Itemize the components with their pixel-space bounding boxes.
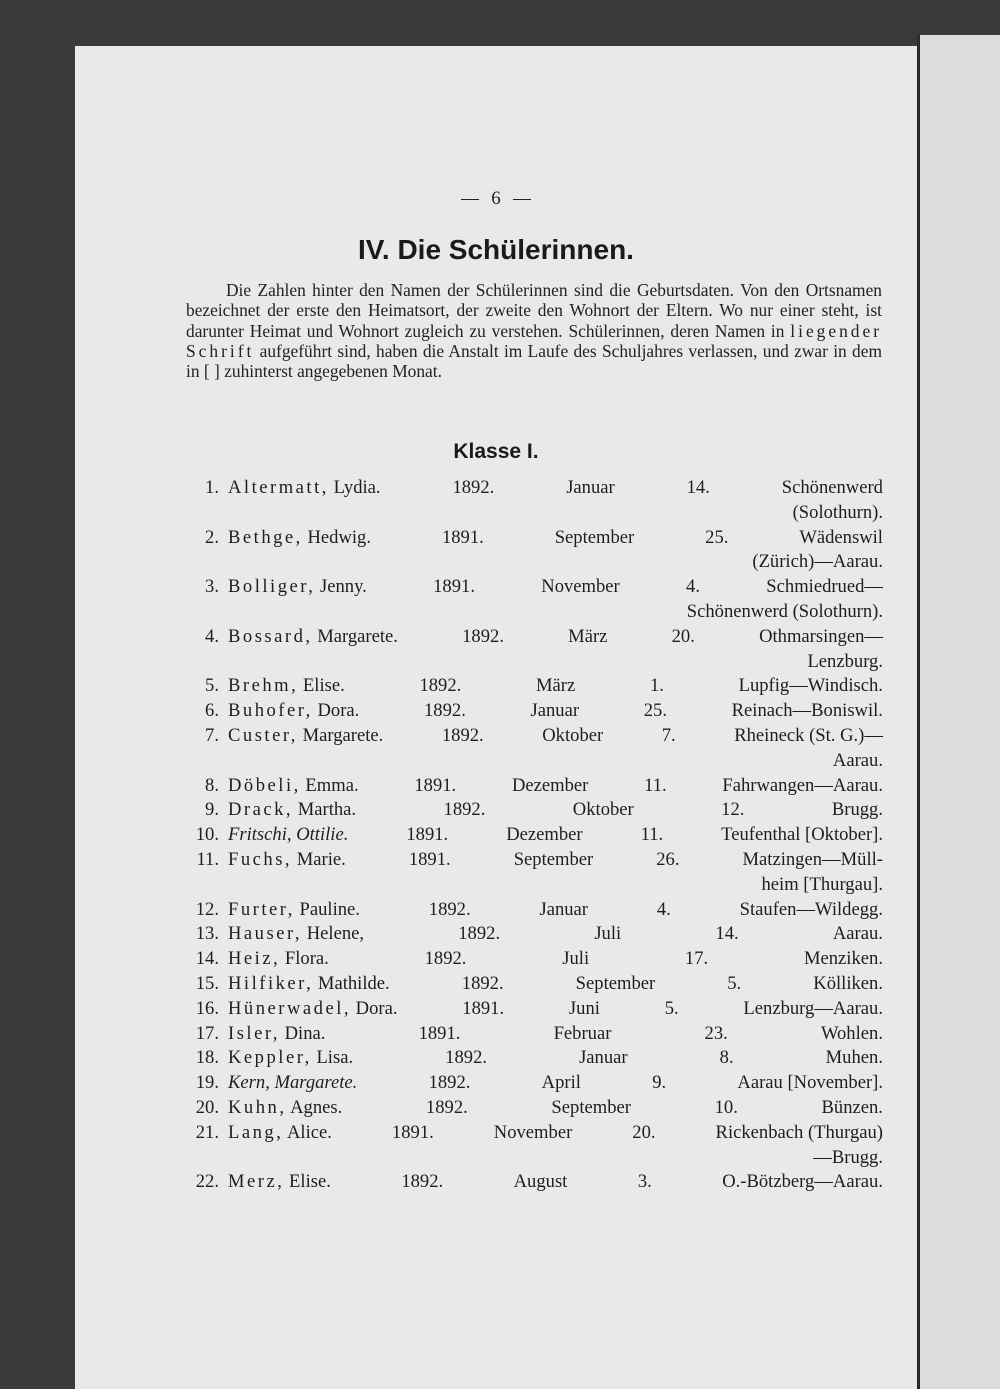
entry-number: 21. bbox=[195, 1121, 219, 1143]
adjacent-page-edge bbox=[917, 35, 1000, 1389]
birth-month: Dezember bbox=[506, 824, 583, 846]
student-surname: Bossard, bbox=[228, 625, 313, 647]
intro-text-spaced: liegender Schrift bbox=[186, 320, 882, 361]
birth-month: August bbox=[513, 1171, 568, 1193]
birth-month: März bbox=[568, 625, 608, 647]
birth-day: 12. bbox=[721, 799, 745, 821]
student-surname: Hilfiker, bbox=[228, 972, 314, 994]
birth-year: 1892. bbox=[425, 1096, 468, 1118]
dash-left bbox=[461, 199, 479, 200]
birth-month: Februar bbox=[553, 1022, 612, 1044]
birth-month: Juli bbox=[594, 923, 622, 945]
student-firstname: Helene, bbox=[306, 923, 365, 945]
entry-number: 17. bbox=[195, 1022, 219, 1044]
student-entry bbox=[186, 823, 883, 848]
student-entry bbox=[186, 774, 883, 799]
place-text: Kölliken. bbox=[813, 972, 883, 994]
birth-month: Januar bbox=[530, 700, 580, 722]
entry-number: 5. bbox=[205, 675, 219, 697]
place-text: Brugg. bbox=[831, 799, 883, 821]
birth-day: 4. bbox=[656, 898, 671, 920]
entry-number: 10. bbox=[195, 824, 219, 846]
student-firstname: Mathilde. bbox=[317, 972, 390, 994]
student-name bbox=[228, 972, 390, 997]
student-name bbox=[228, 1071, 357, 1096]
birth-year: 1891. bbox=[391, 1121, 434, 1143]
entry-number: 1. bbox=[205, 477, 219, 498]
entry-number: 11. bbox=[196, 848, 219, 870]
birth-day: 10. bbox=[714, 1096, 738, 1118]
entry-line bbox=[228, 526, 883, 551]
entry-line bbox=[228, 1071, 883, 1096]
birth-month: September bbox=[551, 1096, 631, 1118]
student-surname: Merz, bbox=[228, 1171, 285, 1193]
student-firstname: Dora. bbox=[317, 700, 360, 722]
student-entry bbox=[186, 947, 883, 972]
place-continuation: (Solothurn). bbox=[792, 501, 883, 523]
place-text: Aarau. bbox=[832, 923, 883, 945]
entry-line bbox=[228, 972, 883, 997]
student-entry bbox=[186, 898, 883, 923]
place-continuation: Schönenwerd (Solothurn). bbox=[686, 600, 883, 622]
student-name bbox=[228, 798, 356, 823]
place-text: Teufenthal [Oktober]. bbox=[721, 824, 883, 846]
birth-month: September bbox=[513, 848, 594, 870]
birth-month: April bbox=[541, 1072, 581, 1094]
student-firstname: Pauline. bbox=[299, 898, 360, 920]
document-page bbox=[75, 46, 917, 1389]
entry-line bbox=[228, 947, 883, 972]
birth-day: 5. bbox=[664, 997, 679, 1019]
student-firstname: Hedwig. bbox=[307, 526, 372, 548]
page-number-text: 6 bbox=[491, 188, 501, 209]
student-entry bbox=[186, 997, 883, 1022]
birth-month: Januar bbox=[579, 1047, 628, 1069]
birth-year: 1892. bbox=[445, 1047, 488, 1069]
birth-year: 1892. bbox=[428, 898, 471, 920]
student-surname: Fritschi, bbox=[228, 824, 292, 846]
birth-day: 8. bbox=[719, 1047, 734, 1069]
student-firstname: Marie. bbox=[296, 848, 346, 870]
student-surname: Bethge, bbox=[228, 526, 303, 548]
student-surname: Heiz, bbox=[228, 948, 281, 970]
intro-text-part1: Die Zahlen hinter den Namen der Schülerinnen sind die Geburtsdaten. Von den Ortsnamen bezeichnet der erste den Heimatsort, der zweite den Wohnort der Eltern. Wo nur einer steht, ist darunter Heimat und Wohnort zugleich zu verstehen. Schülerinnen, deren Namen in bbox=[186, 280, 882, 341]
entry-line bbox=[228, 1022, 883, 1047]
birth-day: 11. bbox=[644, 774, 667, 796]
student-entry bbox=[186, 1170, 883, 1195]
entry-number: 20. bbox=[195, 1096, 219, 1118]
birth-year: 1892. bbox=[401, 1171, 444, 1193]
entry-number: 22. bbox=[195, 1171, 219, 1193]
student-name bbox=[228, 922, 364, 947]
student-firstname: Emma. bbox=[305, 774, 359, 796]
student-name bbox=[228, 823, 348, 848]
entry-number: 2. bbox=[205, 526, 219, 548]
birth-month: Oktober bbox=[572, 799, 634, 821]
birth-year: 1892. bbox=[424, 700, 466, 722]
entry-number: 14. bbox=[195, 948, 219, 970]
student-surname: Lang, bbox=[228, 1121, 284, 1143]
entry-number: 6. bbox=[205, 700, 219, 722]
birth-year: 1892. bbox=[461, 972, 504, 994]
student-entry bbox=[186, 526, 883, 576]
student-surname: Bolliger, bbox=[228, 576, 316, 598]
entry-number: 16. bbox=[195, 997, 219, 1019]
student-surname: Custer, bbox=[228, 724, 298, 746]
student-name bbox=[228, 1096, 342, 1121]
dash-right bbox=[513, 199, 531, 200]
student-name bbox=[228, 575, 367, 600]
place-text: Wohlen. bbox=[820, 1022, 883, 1044]
entry-line bbox=[228, 699, 883, 724]
place-text: Lenzburg—Aarau. bbox=[743, 997, 883, 1019]
student-firstname: Alice. bbox=[286, 1121, 332, 1143]
birth-year: 1892. bbox=[443, 799, 486, 821]
entry-line bbox=[228, 1046, 883, 1071]
student-surname: Döbeli, bbox=[228, 774, 301, 796]
student-entry bbox=[186, 848, 883, 898]
student-firstname: Lisa. bbox=[316, 1047, 354, 1069]
entry-number: 8. bbox=[205, 774, 219, 796]
birth-day: 9. bbox=[652, 1072, 667, 1094]
student-surname: Brehm, bbox=[228, 675, 299, 697]
birth-day: 25. bbox=[643, 700, 667, 722]
entry-number: 3. bbox=[205, 576, 219, 598]
student-firstname: Dina. bbox=[284, 1022, 326, 1044]
entry-line bbox=[228, 823, 883, 848]
birth-day: 1. bbox=[649, 675, 664, 697]
page-number bbox=[75, 188, 917, 210]
entry-line bbox=[228, 848, 883, 873]
place-continuation: Aarau. bbox=[832, 749, 883, 771]
student-surname: Furter, bbox=[228, 898, 295, 920]
birth-year: 1892. bbox=[452, 477, 495, 498]
student-name bbox=[228, 476, 381, 501]
place-text: Fahrwangen—Aarau. bbox=[722, 774, 883, 796]
student-firstname: Dora. bbox=[355, 997, 398, 1019]
student-surname: Keppler, bbox=[228, 1047, 312, 1069]
birth-month: Januar bbox=[539, 898, 588, 920]
entry-line bbox=[228, 575, 883, 600]
entry-line bbox=[228, 724, 883, 749]
birth-day: 20. bbox=[632, 1121, 656, 1143]
student-name bbox=[228, 1170, 331, 1195]
student-entry bbox=[186, 972, 883, 997]
birth-year: 1892. bbox=[441, 724, 484, 746]
birth-month: Juli bbox=[562, 948, 590, 970]
birth-year: 1892. bbox=[419, 675, 462, 697]
birth-day: 14. bbox=[715, 923, 739, 945]
entry-number: 4. bbox=[205, 625, 219, 647]
birth-month: Oktober bbox=[542, 724, 604, 746]
student-surname: Fuchs, bbox=[228, 848, 293, 870]
entry-line bbox=[228, 798, 883, 823]
place-continuation: Lenzburg. bbox=[807, 650, 883, 672]
birth-year: 1891. bbox=[441, 526, 484, 548]
place-continuation: —Brugg. bbox=[813, 1146, 883, 1168]
place-text: Aarau [November]. bbox=[737, 1072, 883, 1094]
birth-year: 1891. bbox=[408, 848, 451, 870]
place-text: Staufen—Wildegg. bbox=[739, 898, 883, 920]
birth-month: September bbox=[554, 526, 635, 548]
student-surname: Kuhn, bbox=[228, 1096, 287, 1118]
student-name bbox=[228, 1121, 332, 1146]
birth-month: Juni bbox=[568, 997, 600, 1019]
student-firstname: Margarete. bbox=[274, 1072, 358, 1094]
student-surname: Hauser, bbox=[228, 923, 303, 945]
birth-month: November bbox=[541, 576, 620, 598]
student-firstname: Agnes. bbox=[290, 1096, 343, 1118]
entry-line bbox=[228, 898, 883, 923]
place-text: Schönenwerd bbox=[781, 477, 883, 498]
entry-number: 15. bbox=[195, 972, 219, 994]
place-text: Wädenswil bbox=[799, 526, 883, 548]
student-name bbox=[228, 898, 360, 923]
entry-line bbox=[228, 625, 883, 650]
entry-line bbox=[228, 476, 883, 501]
birth-month: März bbox=[536, 675, 576, 697]
birth-day: 26. bbox=[656, 848, 680, 870]
birth-month: Januar bbox=[566, 477, 615, 498]
birth-day: 25. bbox=[705, 526, 729, 548]
place-continuation: (Zürich)—Aarau. bbox=[752, 551, 883, 573]
place-text: O.-Bötzberg—Aarau. bbox=[722, 1171, 883, 1193]
student-entry bbox=[186, 699, 883, 724]
birth-month: November bbox=[493, 1121, 573, 1143]
entry-line bbox=[228, 774, 883, 799]
birth-year: 1891. bbox=[418, 1022, 461, 1044]
student-surname: Isler, bbox=[228, 1022, 280, 1044]
section-title: IV. Die Schülerinnen. bbox=[358, 234, 634, 265]
entry-number: 13. bbox=[195, 923, 219, 945]
student-entry bbox=[186, 1071, 883, 1096]
entry-number: 12. bbox=[195, 898, 219, 920]
place-text: Rheineck (St. G.)— bbox=[734, 724, 883, 746]
student-firstname: Martha. bbox=[297, 799, 357, 821]
entry-line bbox=[228, 1121, 883, 1146]
student-firstname: Ottilie. bbox=[296, 824, 349, 846]
birth-year: 1891. bbox=[433, 576, 475, 598]
birth-day: 7. bbox=[661, 724, 676, 746]
student-entry bbox=[186, 922, 883, 947]
place-text: Menziken. bbox=[803, 948, 883, 970]
student-name bbox=[228, 947, 329, 972]
birth-day: 5. bbox=[727, 972, 742, 994]
student-entry bbox=[186, 724, 883, 774]
birth-day: 17. bbox=[684, 948, 709, 970]
student-name bbox=[228, 625, 398, 650]
entry-number: 7. bbox=[205, 724, 219, 746]
birth-year: 1891. bbox=[414, 774, 457, 796]
student-name bbox=[228, 848, 346, 873]
intro-paragraph bbox=[186, 280, 882, 381]
student-entry bbox=[186, 575, 883, 625]
birth-year: 1892. bbox=[428, 1072, 471, 1094]
birth-year: 1892. bbox=[462, 625, 504, 647]
place-text: Rickenbach (Thurgau) bbox=[715, 1121, 883, 1143]
entry-number: 18. bbox=[195, 1047, 219, 1069]
birth-month: September bbox=[575, 972, 656, 994]
student-name bbox=[228, 699, 359, 724]
birth-day: 4. bbox=[686, 576, 700, 598]
student-firstname: Elise. bbox=[302, 675, 345, 697]
student-name bbox=[228, 1022, 325, 1047]
student-entry bbox=[186, 1022, 883, 1047]
student-entry bbox=[186, 1046, 883, 1071]
birth-day: 20. bbox=[671, 625, 695, 647]
student-name bbox=[228, 997, 398, 1022]
birth-month: Dezember bbox=[511, 774, 589, 796]
student-entry bbox=[186, 1121, 883, 1171]
birth-day: 11. bbox=[640, 824, 664, 846]
place-text: Reinach—Boniswil. bbox=[731, 700, 883, 722]
student-name bbox=[228, 674, 345, 699]
student-name bbox=[228, 526, 371, 551]
student-entry bbox=[186, 674, 883, 699]
place-continuation: heim [Thurgau]. bbox=[761, 873, 883, 895]
entry-line bbox=[228, 997, 883, 1022]
birth-day: 14. bbox=[686, 477, 710, 498]
student-name bbox=[228, 1046, 353, 1071]
birth-year: 1891. bbox=[462, 997, 505, 1019]
student-entry bbox=[186, 1096, 883, 1121]
student-surname: Altermatt, bbox=[228, 477, 329, 498]
entry-number: 19. bbox=[195, 1072, 219, 1094]
place-text: Lupfig—Windisch. bbox=[738, 675, 883, 697]
student-firstname: Flora. bbox=[284, 948, 329, 970]
student-surname: Drack, bbox=[228, 799, 294, 821]
entry-line bbox=[228, 674, 883, 699]
place-text: Othmarsingen— bbox=[759, 625, 883, 647]
birth-year: 1892. bbox=[458, 923, 501, 945]
student-name bbox=[228, 724, 383, 749]
entry-number: 9. bbox=[205, 799, 219, 821]
place-text: Schmiedrued— bbox=[766, 576, 883, 598]
student-list bbox=[186, 476, 883, 1195]
birth-year: 1891. bbox=[406, 824, 449, 846]
student-firstname: Margarete. bbox=[317, 625, 398, 647]
student-entry bbox=[186, 798, 883, 823]
place-text: Muhen. bbox=[825, 1047, 883, 1069]
place-text: Matzingen—Müll- bbox=[742, 848, 883, 870]
student-entry bbox=[186, 476, 883, 526]
student-name bbox=[228, 774, 359, 799]
intro-text-part2: aufgeführt sind, haben die Anstalt im Laufe des Schuljahres verlassen, und zwar in dem in [ ] zuhinterst angegebenen Monat. bbox=[186, 340, 882, 382]
entry-line bbox=[228, 1170, 883, 1195]
place-text: Bünzen. bbox=[821, 1096, 883, 1118]
student-entry bbox=[186, 625, 883, 675]
birth-day: 3. bbox=[637, 1171, 652, 1193]
student-firstname: Elise. bbox=[289, 1171, 331, 1193]
student-surname: Kern, bbox=[228, 1072, 270, 1094]
student-firstname: Margarete. bbox=[302, 724, 384, 746]
birth-day: 23. bbox=[704, 1022, 728, 1044]
student-firstname: Lydia. bbox=[333, 477, 381, 498]
student-surname: Buhofer, bbox=[228, 700, 313, 722]
birth-year: 1892. bbox=[424, 948, 467, 970]
class-heading: Klasse I. bbox=[453, 440, 539, 463]
student-firstname: Jenny. bbox=[320, 576, 367, 598]
entry-line bbox=[228, 1096, 883, 1121]
student-surname: Hünerwadel, bbox=[228, 997, 352, 1019]
entry-line bbox=[228, 922, 883, 947]
